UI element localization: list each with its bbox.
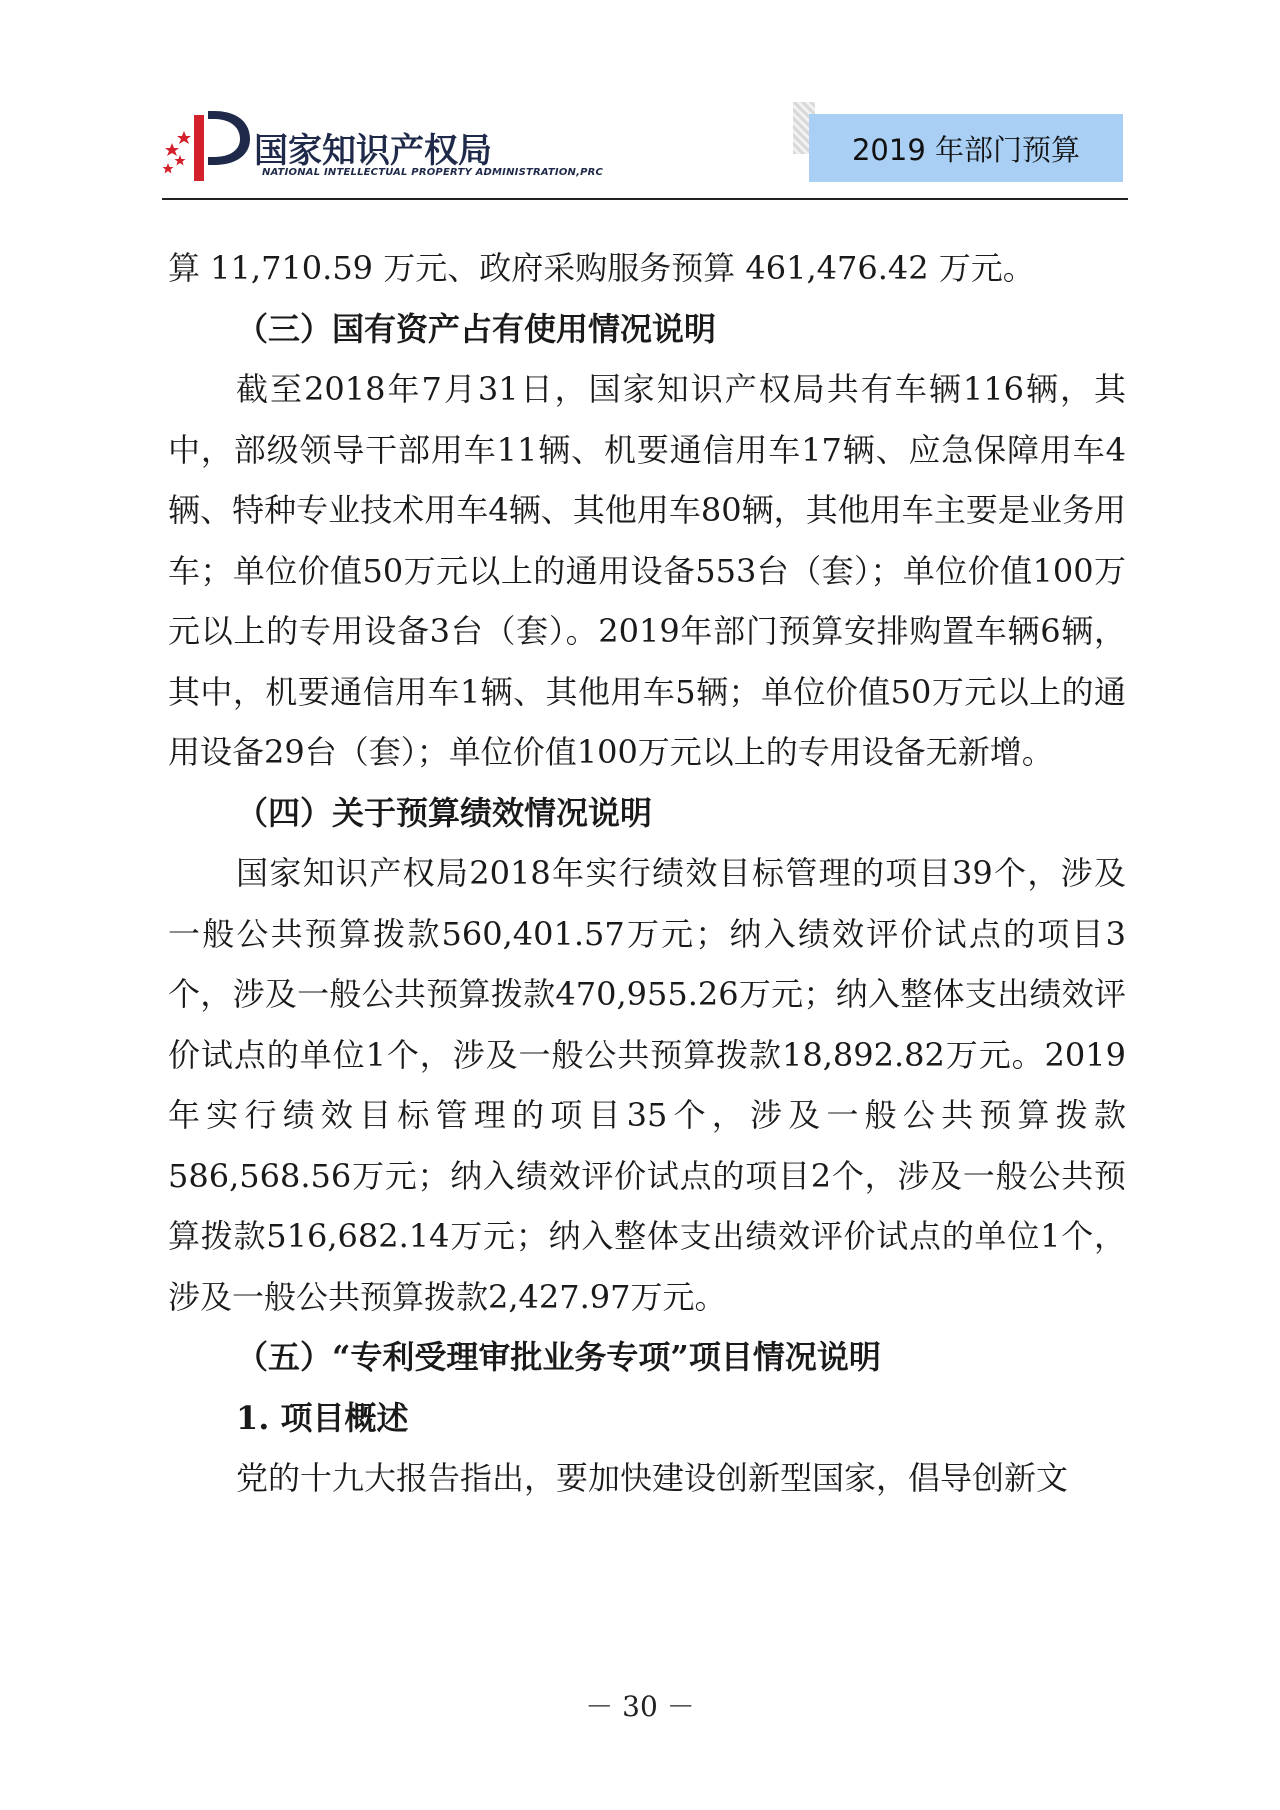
subheading-overview: 1. 项目概述 — [236, 1398, 409, 1437]
logo-org-name-cn: 国家知识产权局 — [254, 131, 492, 171]
paragraph-continued: 算 11,710.59 万元、政府采购服务预算 461,476.42 万元。 — [168, 249, 1035, 287]
header-divider — [162, 198, 1128, 200]
logo-org-name-en: NATIONAL INTELLECTUAL PROPERTY ADMINISTRATION,PRC — [262, 167, 604, 178]
page-header — [0, 0, 1280, 205]
page-number: － 30 － — [585, 1690, 695, 1723]
cnipa-logo — [162, 105, 632, 185]
cnipa-emblem-icon — [162, 105, 254, 185]
document-body — [168, 238, 1126, 1509]
section-heading-5: （五）“专利受理审批业务专项”项目情况说明 — [236, 1338, 881, 1376]
paragraph-overview: 党的十九大报告指出，要加快建设创新型国家，倡导创新文 — [236, 1459, 1069, 1497]
budget-year-badge: 2019 年部门预算 — [809, 114, 1123, 182]
paragraph-performance: 国家知识产权局2018年实行绩效目标管理的项目39个，涉及一般公共预算拨款560,401.57万元；纳入绩效评价试点的项目3个，涉及一般公共预算拨款470,955.26万元；纳入整体支出绩效评价试点的单位1个，涉及一般公共预算拨款18,892.82万元。2019年实行绩效目标管理的项目35个，涉及一般公共预算拨款586,568.56万元；纳入绩效评价试点的项目2个，涉及一般公共预算拨款516,682.14万元；纳入整体支出绩效评价试点的单位1个，涉及一般公共预算拨款2,427.97万元。 — [168, 854, 1126, 1316]
section-heading-4: （四）关于预算绩效情况说明 — [236, 793, 653, 832]
paragraph-assets: 截至2018年7月31日，国家知识产权局共有车辆116辆，其中，部级领导干部用车11辆、机要通信用车17辆、应急保障用车4辆、特种专业技术用车4辆、其他用车80辆，其他用车主要是业务用车；单位价值50万元以上的通用设备553台（套）；单位价值100万元以上的专用设备3台（套）。2019年部门预算安排购置车辆6辆，其中，机要通信用车1辆、其他用车5辆；单位价值50万元以上的通用设备29台（套）；单位价值100万元以上的专用设备无新增。 — [168, 370, 1126, 771]
section-heading-3: （三）国有资产占有使用情况说明 — [236, 309, 717, 348]
